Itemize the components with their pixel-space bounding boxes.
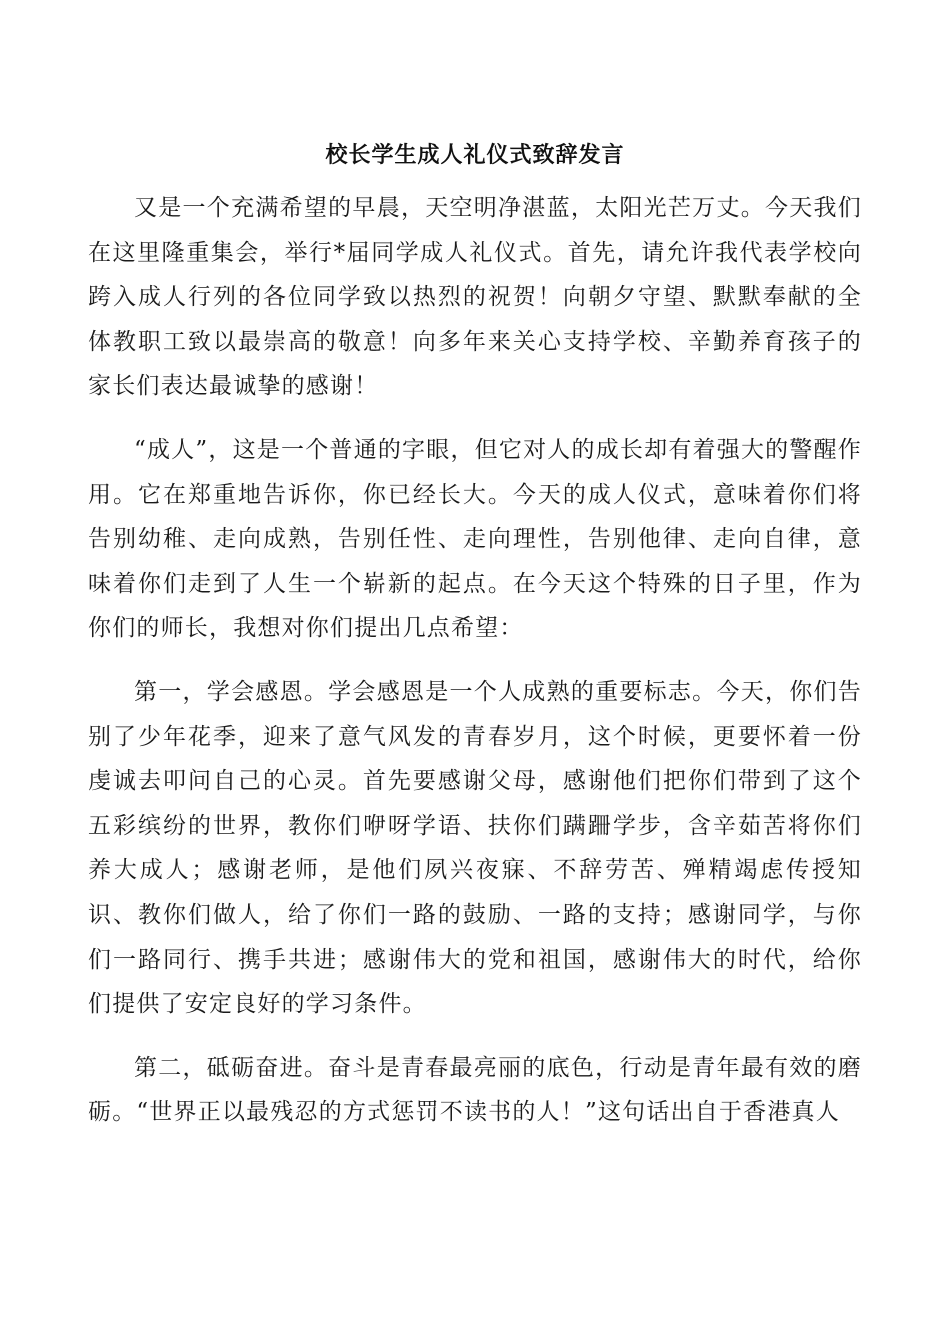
paragraph-opening: 又是一个充满希望的早晨，天空明净湛蓝，太阳光芒万丈。今天我们在这里隆重集会，举行*届同学成人礼仪式。首先，请允许我代表学校向跨入成人行列的各位同学致以热烈的祝贺！向朝夕守望、默默奉献的全体教职工致以最崇高的敬意！向多年来关心支持学校、辛勤养育孩子的家长们表达最诚挚的感谢！ xyxy=(88,195,862,400)
paragraph-first-hope: 第一，学会感恩。学会感恩是一个人成熟的重要标志。今天，你们告别了少年花季，迎来了意气风发的青春岁月，这个时候，更要怀着一份虔诚去叩问自己的心灵。首先要感谢父母，感谢他们把你们带到了这个五彩缤纷的世界，教你们咿呀学语、扶你们蹒跚学步，含辛茹苦将你们养大成人；感谢老师，是他们夙兴夜寐、不辞劳苦、殚精竭虑传授知识、教你们做人，给了你们一路的鼓励、一路的支持；感谢同学，与你们一路同行、携手共进；感谢伟大的党和祖国，感谢伟大的时代，给你们提供了安定良好的学习条件。 xyxy=(88,678,862,1018)
paragraph-second-hope: 第二，砥砺奋进。奋斗是青春最亮丽的底色，行动是青年最有效的磨砺。“世界正以最残忍的方式惩罚不读书的人！”这句话出自于香港真人 xyxy=(88,1054,862,1126)
paragraph-adulthood: “成人”，这是一个普通的字眼，但它对人的成长却有着强大的警醒作用。它在郑重地告诉你，你已经长大。今天的成人仪式，意味着你们将告别幼稚、走向成熟，告别任性、走向理性，告别他律、走向自律，意味着你们走到了人生一个崭新的起点。在今天这个特殊的日子里，作为你们的师长，我想对你们提出几点希望： xyxy=(88,436,862,642)
document-body xyxy=(88,186,862,1154)
document-title: 校长学生成人礼仪式致辞发言 xyxy=(325,142,625,168)
